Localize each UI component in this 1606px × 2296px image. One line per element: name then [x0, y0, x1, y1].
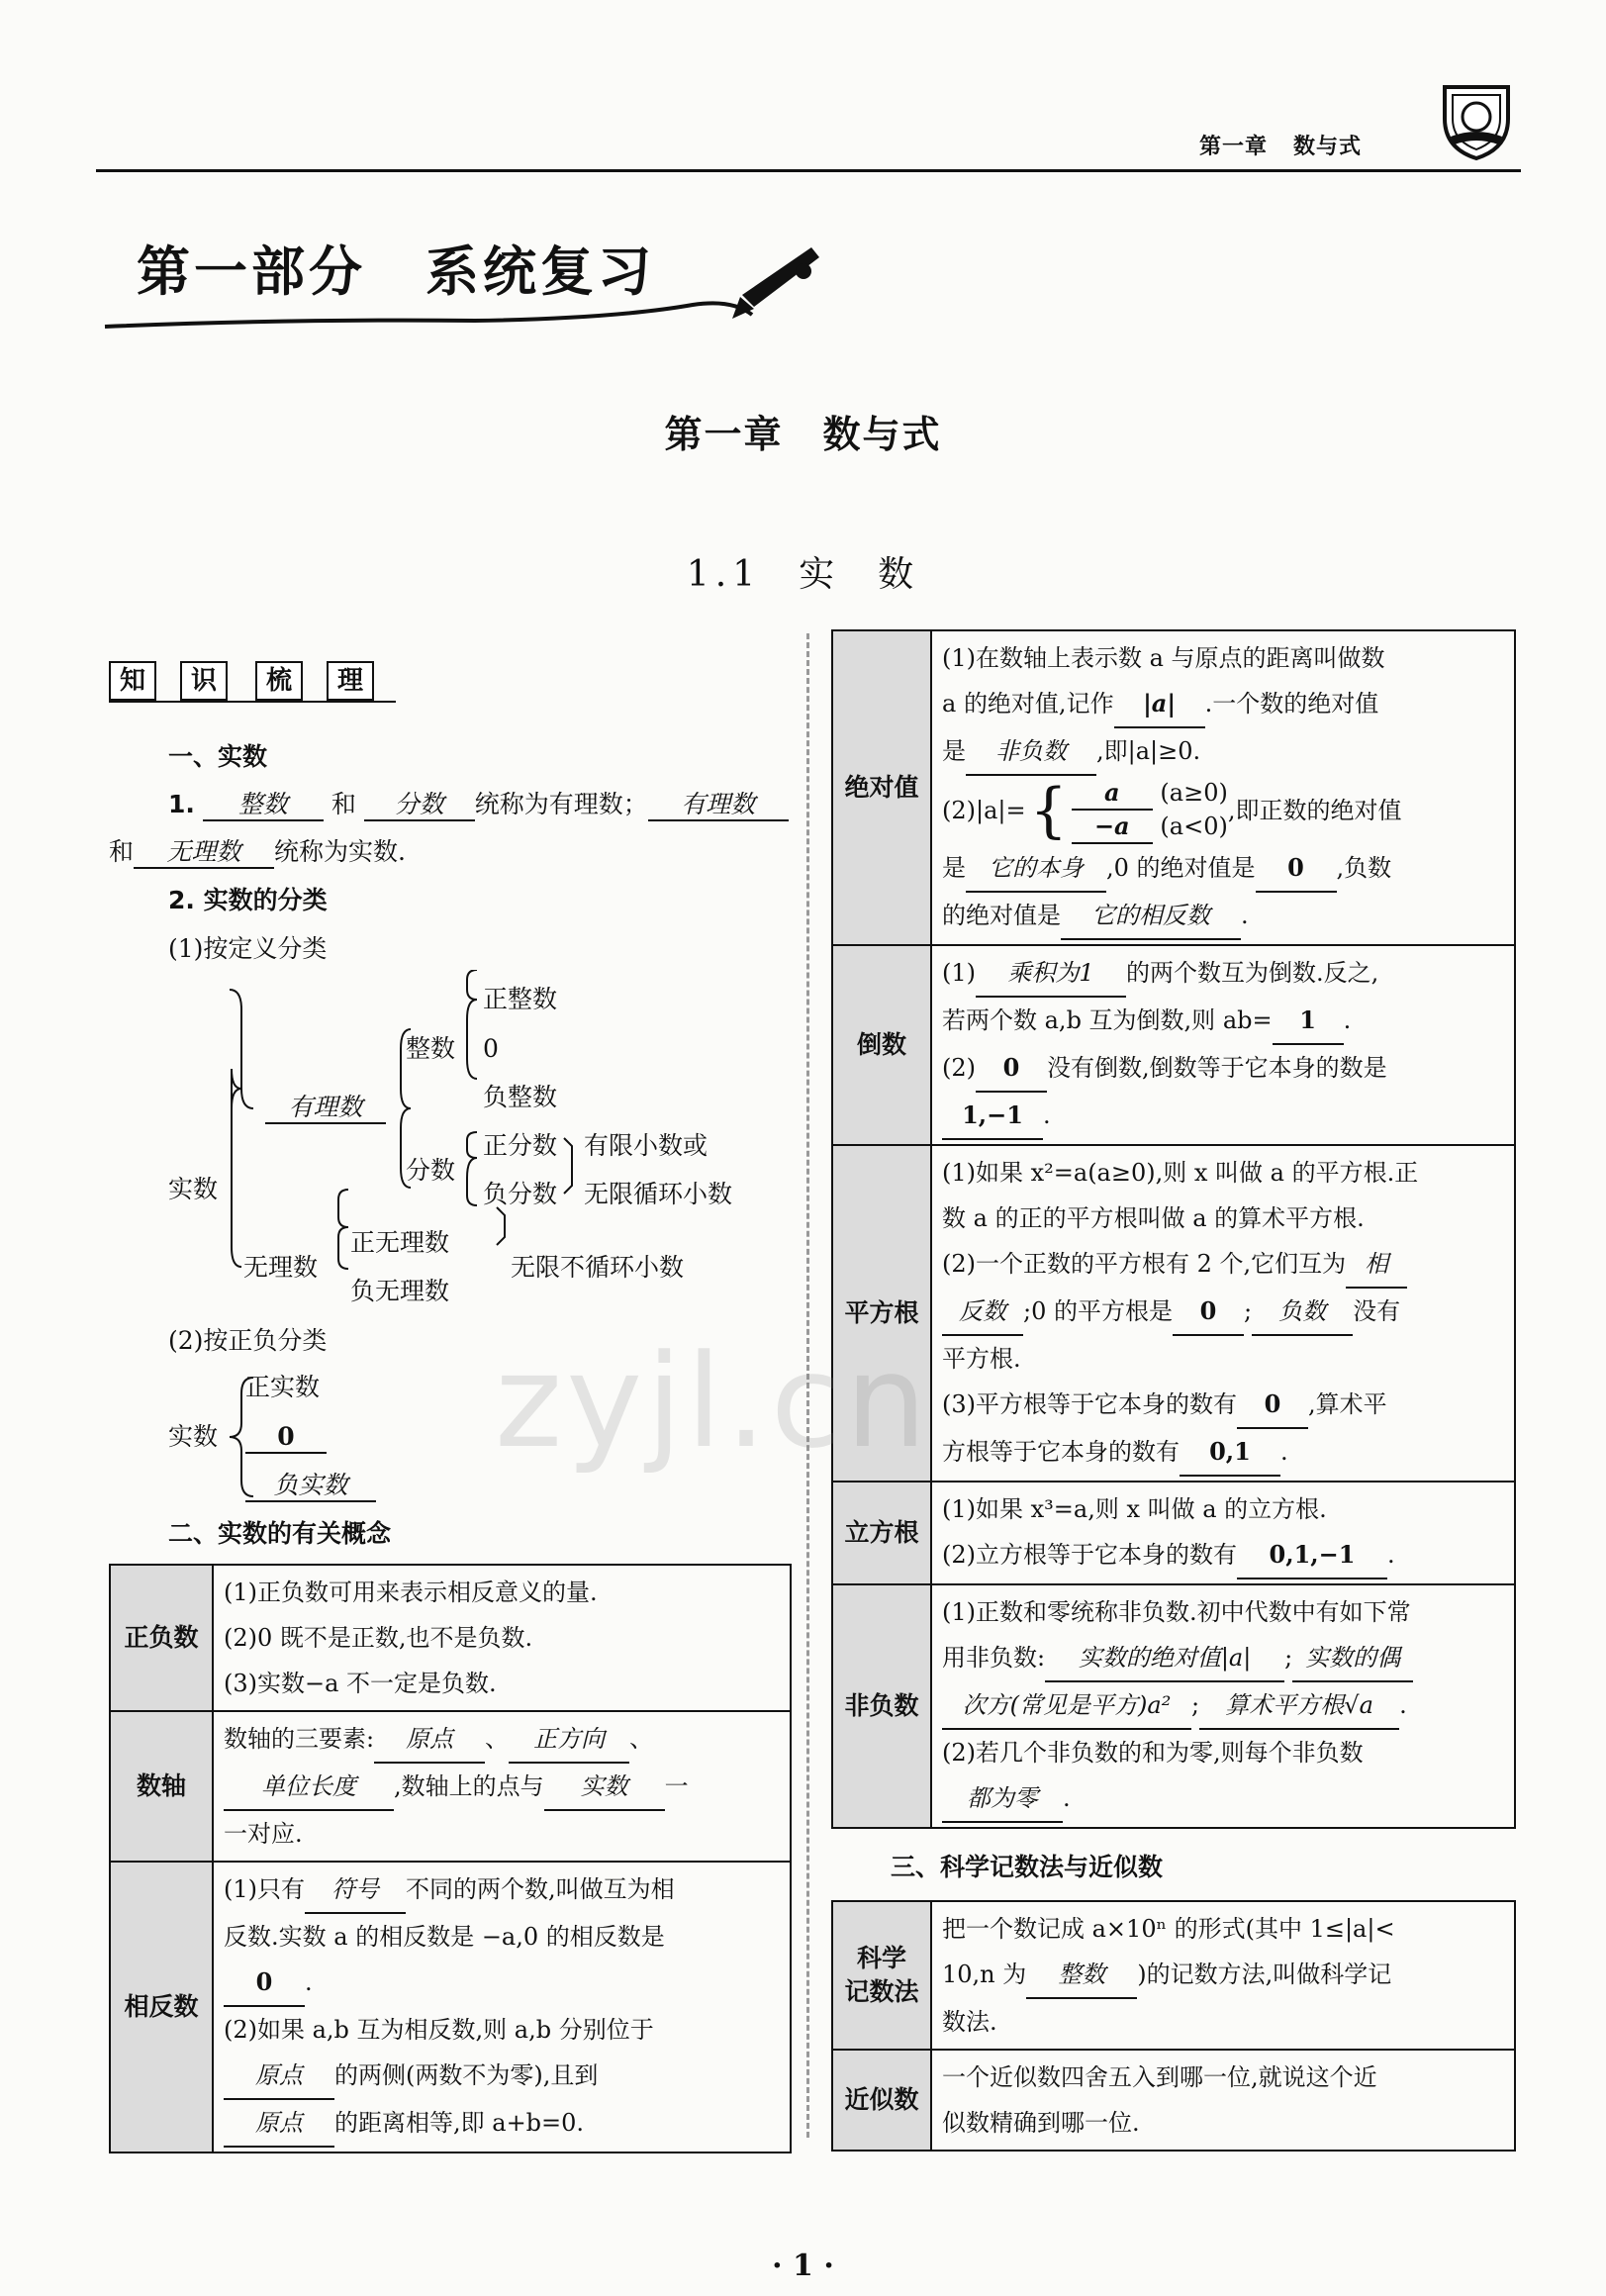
- answer-blank: 符号: [305, 1866, 406, 1914]
- table-row: [832, 2050, 1515, 2151]
- tree-fraction: 分数: [406, 1156, 456, 1185]
- row-text: ,即正数的绝对值: [1227, 797, 1402, 824]
- tree-pos-frac: 正分数: [483, 1131, 558, 1160]
- row-text: 的两个数互为倒数.反之,: [1126, 959, 1379, 987]
- row-text: (a<0): [1160, 813, 1228, 840]
- table-row: [832, 1145, 1515, 1482]
- row-text: ,负数: [1336, 854, 1392, 882]
- row-text: 数轴的三要素:: [224, 1725, 375, 1753]
- s1-p1-line1: [168, 790, 789, 821]
- row-content: [213, 1862, 791, 2152]
- table-row: [110, 1862, 791, 2152]
- row-text: .一个数的绝对值: [1204, 690, 1379, 718]
- s1-p2: 2. 实数的分类: [168, 886, 328, 914]
- table-row: [832, 1482, 1515, 1584]
- row-text: 是: [942, 737, 966, 765]
- tree-zero: 0: [483, 1034, 499, 1063]
- table-row: [110, 1565, 791, 1711]
- row-head: 平方根: [832, 1145, 931, 1482]
- cases-brace: {: [1029, 776, 1068, 845]
- row-text: 的距离相等,即 a+b=0.: [334, 2109, 585, 2137]
- answer-blank: 实数的绝对值|a|: [1045, 1635, 1284, 1682]
- answer-blank: 0: [1173, 1289, 1244, 1336]
- row-line: (1)在数轴上表示数 a 与原点的距离叫做数: [942, 644, 1385, 672]
- row-line: (1)如果 x²=a(a≥0),则 x 叫做 a 的平方根.正: [942, 1159, 1419, 1187]
- row-content: [213, 1565, 791, 1711]
- row-text: ;: [1284, 1644, 1293, 1672]
- header-title: 数与式: [1293, 135, 1363, 159]
- row-text: (2)立方根等于它本身的数有: [942, 1541, 1237, 1569]
- answer-blank: |a|: [1114, 681, 1205, 728]
- row-content: [931, 630, 1515, 945]
- chapter-title: [0, 404, 1606, 458]
- tree2-neg: [245, 1471, 376, 1502]
- row-line: 反数.实数 a 的相反数是 −a,0 的相反数是: [224, 1923, 665, 1951]
- row-text: (1): [942, 959, 976, 987]
- answer-blank: 有理数: [265, 1093, 386, 1124]
- row-text: 是: [942, 854, 966, 882]
- page-number: · 1 ·: [772, 2248, 834, 2283]
- answer-blank: 非负数: [966, 728, 1096, 776]
- table-row: [832, 1901, 1515, 2050]
- row-text: ,即|a|≥0.: [1096, 737, 1201, 765]
- row-line: 似数精确到哪一位.: [942, 2109, 1140, 2137]
- row-head-line: 科学: [856, 1944, 906, 1972]
- answer-blank: 乘积为1: [976, 950, 1126, 998]
- s1-p1-line2: [109, 837, 406, 869]
- answer-blank: 实数的偶: [1292, 1635, 1413, 1682]
- row-line: (2)0 既不是正数,也不是负数.: [224, 1624, 533, 1652]
- answer-blank: 0,1,−1: [1237, 1532, 1387, 1579]
- row-line: 平方根.: [942, 1345, 1021, 1373]
- row-text: 不同的两个数,叫做互为相: [406, 1875, 675, 1903]
- watermark: zyjl.cn: [495, 1326, 931, 1477]
- concepts-table: [109, 1564, 792, 2153]
- tree-neg-frac: 负分数: [483, 1180, 558, 1208]
- right-concepts-table: [831, 629, 1516, 1829]
- row-text: (a≥0): [1160, 779, 1228, 807]
- section-name-2: 数: [878, 554, 920, 595]
- answer-blank: 它的相反数: [1061, 893, 1241, 940]
- s1-p1-text: 统称为实数.: [274, 837, 406, 866]
- row-text: ,算术平: [1308, 1390, 1387, 1418]
- part-title: [137, 230, 655, 306]
- s1-p2a: (1)按定义分类: [168, 934, 328, 963]
- tree-neg-int: 负整数: [483, 1083, 558, 1111]
- section-title: [0, 546, 1606, 597]
- tree-pos-int: 正整数: [483, 985, 558, 1013]
- answer-blank: 原点: [224, 2100, 334, 2148]
- knowledge-box-char: 识: [180, 661, 228, 701]
- answer-blank: 1,−1: [942, 1093, 1043, 1140]
- row-line: (1)正负数可用来表示相反意义的量.: [224, 1578, 598, 1606]
- tree2-root: 实数: [168, 1422, 219, 1451]
- row-line: 数 a 的正的平方根叫做 a 的算术平方根.: [942, 1204, 1365, 1232]
- section-number: 1.1: [686, 554, 762, 595]
- row-text: (2)一个正数的平方根有 2 个,它们互为: [942, 1250, 1347, 1278]
- table-row: [832, 1584, 1515, 1828]
- row-text: ;0 的平方根是: [1023, 1297, 1173, 1325]
- answer-blank: 单位长度: [224, 1764, 394, 1811]
- row-text: .: [1043, 1101, 1051, 1129]
- answer-blank: 0: [1237, 1382, 1308, 1429]
- row-line: (1)正数和零统称非负数.初中代数中有如下常: [942, 1598, 1411, 1626]
- row-text: (1)只有: [224, 1875, 305, 1903]
- row-text: 的两侧(两数不为零),且到: [334, 2061, 599, 2089]
- section-name-1: 实: [799, 554, 841, 595]
- row-head: [832, 1901, 931, 2050]
- answer-blank: 0: [245, 1422, 327, 1454]
- answer-blank: 次方(常见是平方)a²: [942, 1682, 1191, 1730]
- row-text: .: [1241, 902, 1249, 929]
- answer-blank: 0: [1256, 845, 1337, 893]
- s1-p2b: (2)按正负分类: [168, 1326, 328, 1355]
- row-line: 一对应.: [224, 1820, 303, 1848]
- answer-blank: 整数: [1026, 1952, 1137, 1999]
- row-line: (3)实数−a 不一定是负数.: [224, 1670, 497, 1697]
- answer-blank: 算术平方根√a: [1199, 1682, 1399, 1730]
- answer-blank: a: [1072, 777, 1153, 811]
- row-text: 一: [664, 1772, 689, 1800]
- s1-p1-text: 统称为有理数；: [474, 790, 648, 818]
- tree-rational: [265, 1093, 386, 1124]
- publisher-shield-logo-icon: [1437, 79, 1516, 162]
- row-text: .: [1399, 1691, 1407, 1719]
- row-text: )的记数方法,叫做科学记: [1137, 1961, 1392, 1988]
- row-line: 一个近似数四舍五入到哪一位,就说这个近: [942, 2063, 1377, 2091]
- tree-irr-desc: 无限不循环小数: [511, 1253, 685, 1282]
- row-text: .: [1343, 1006, 1352, 1034]
- answer-blank: 1: [1273, 998, 1344, 1045]
- row-text: (2): [942, 1054, 976, 1082]
- tree-dec-2: 无限循环小数: [584, 1180, 733, 1208]
- answer-blank: 负数: [1252, 1289, 1353, 1336]
- tree2-zero: [245, 1422, 327, 1454]
- answer-blank: 负实数: [245, 1471, 376, 1502]
- row-line: (1)如果 x³=a,则 x 叫做 a 的立方根.: [942, 1495, 1327, 1523]
- row-text: ,数轴上的点与: [394, 1772, 544, 1800]
- answer-blank: 0: [224, 1960, 305, 2007]
- row-content: [931, 2050, 1515, 2151]
- s2-heading: 二、实数的有关概念: [168, 1519, 392, 1548]
- s1-p1-text: 和: [331, 790, 356, 818]
- answer-blank: 它的本身: [966, 845, 1106, 893]
- answer-blank: 分数: [364, 790, 475, 821]
- knowledge-box-underline: [109, 701, 396, 703]
- tree-neg-irr: 负无理数: [350, 1277, 450, 1305]
- row-text: .: [1280, 1438, 1288, 1466]
- answer-blank: 原点: [224, 2053, 334, 2100]
- answer-blank: 实数: [544, 1764, 665, 1811]
- chapter-number: 第一章: [664, 413, 784, 456]
- knowledge-box-char: 梳: [255, 661, 303, 701]
- answer-blank: 0,1: [1180, 1429, 1280, 1477]
- row-text: 用非负数:: [942, 1644, 1046, 1672]
- row-text: 10,n 为: [942, 1961, 1027, 1988]
- row-text: .: [1063, 1784, 1071, 1812]
- running-header: [1199, 130, 1362, 160]
- row-text: 没有: [1353, 1297, 1401, 1325]
- row-line: (2)如果 a,b 互为相反数,则 a,b 分别位于: [224, 2016, 654, 2044]
- cases: [1072, 777, 1228, 844]
- part-title-left: 第一部分: [137, 240, 366, 303]
- chapter-name: 数与式: [822, 413, 942, 456]
- row-text: 若两个数 a,b 互为倒数,则 ab=: [942, 1006, 1273, 1034]
- classification-tree-braces: [218, 970, 772, 1287]
- table-row: [832, 630, 1515, 945]
- row-content: [931, 1482, 1515, 1584]
- tree-irrational: 无理数: [243, 1253, 319, 1282]
- row-text: (3)平方根等于它本身的数有: [942, 1390, 1237, 1418]
- s1-p1-text: 和: [109, 837, 135, 866]
- row-line: 把一个数记成 a×10ⁿ 的形式(其中 1≤|a|<: [942, 1915, 1395, 1943]
- row-head: 立方根: [832, 1482, 931, 1584]
- row-content: [931, 945, 1515, 1145]
- answer-blank: 无理数: [134, 837, 274, 869]
- row-head: 非负数: [832, 1584, 931, 1828]
- table-row: [110, 1711, 791, 1862]
- tree-dec-1: 有限小数或: [584, 1131, 709, 1160]
- row-text: 方根等于它本身的数有: [942, 1438, 1180, 1466]
- row-line: 数法.: [942, 2008, 997, 2036]
- knowledge-box-char: 知: [109, 661, 156, 701]
- row-text: 没有倒数,倒数等于它本身的数是: [1047, 1054, 1387, 1082]
- row-head: 相反数: [110, 1862, 213, 2152]
- header-chapter: 第一章: [1199, 135, 1269, 159]
- row-head: 绝对值: [832, 630, 931, 945]
- row-content: [931, 1145, 1515, 1482]
- row-text: .: [305, 1968, 313, 1996]
- tree-pos-irr: 正无理数: [350, 1228, 450, 1257]
- answer-blank: 相: [1346, 1241, 1407, 1289]
- row-text: (2)|a|=: [942, 797, 1026, 824]
- row-line: (2)若几个非负数的和为零,则每个非负数: [942, 1739, 1364, 1767]
- row-content: [931, 1584, 1515, 1828]
- row-text: 、: [629, 1725, 654, 1753]
- answer-blank: 正方向: [509, 1716, 629, 1764]
- answer-blank: −a: [1072, 811, 1153, 844]
- header-rule: [96, 169, 1521, 172]
- tree2-pos: 正实数: [245, 1373, 321, 1401]
- row-text: .: [1387, 1541, 1395, 1569]
- answer-blank: 0: [976, 1045, 1047, 1093]
- row-text: ,0 的绝对值是: [1106, 854, 1256, 882]
- row-head: 数轴: [110, 1711, 213, 1862]
- tree-integer: 整数: [406, 1034, 456, 1063]
- s1-p1-num: 1.: [168, 790, 195, 818]
- row-content: [213, 1711, 791, 1862]
- answer-blank: 有理数: [648, 790, 789, 821]
- row-head-line: 记数法: [844, 1977, 919, 2006]
- row-text: ;: [1243, 1297, 1253, 1325]
- answer-blank: 反数: [942, 1289, 1023, 1336]
- row-text: a 的绝对值,记作: [942, 690, 1114, 718]
- row-text: 、: [485, 1725, 510, 1753]
- tree-root: 实数: [168, 1175, 219, 1203]
- answer-blank: 原点: [374, 1716, 485, 1764]
- row-head: 正负数: [110, 1565, 213, 1711]
- row-head: 倒数: [832, 945, 931, 1145]
- answer-blank: 都为零: [942, 1775, 1063, 1823]
- part-title-right: 系统复习: [425, 240, 655, 303]
- row-content: [931, 1901, 1515, 2050]
- sci-notation-table: [831, 1900, 1516, 2152]
- table-row: [832, 945, 1515, 1145]
- row-head: 近似数: [832, 2050, 931, 2151]
- row-text: 的绝对值是: [942, 902, 1061, 929]
- s3-heading: 三、科学记数法与近似数: [891, 1853, 1164, 1881]
- s1-heading: 一、实数: [168, 742, 268, 771]
- knowledge-box-char: 理: [327, 661, 374, 701]
- answer-blank: 整数: [203, 790, 324, 821]
- row-text: ;: [1191, 1691, 1200, 1719]
